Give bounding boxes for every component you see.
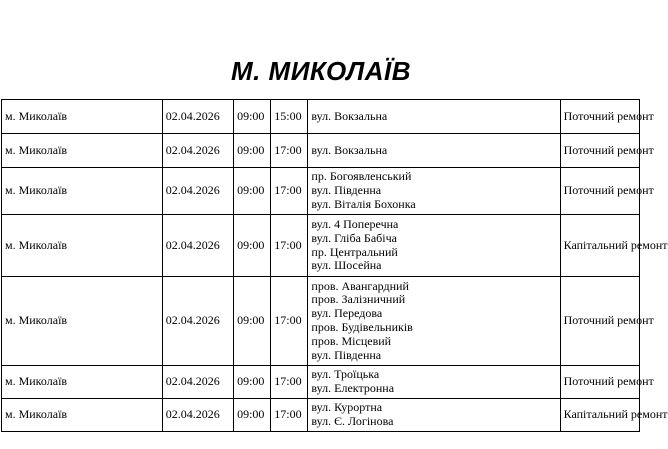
time-to-cell: 17:00: [271, 366, 308, 399]
city-cell: м. Миколаїв: [2, 134, 163, 168]
date-cell: 02.04.2026: [162, 215, 233, 277]
city-cell: м. Миколаїв: [2, 399, 163, 432]
time-from-cell: 09:00: [234, 366, 271, 399]
work-type-cell: Капітальний ремонт: [560, 399, 639, 432]
street-name: вул. Вокзальна: [311, 108, 388, 123]
work-type-cell: Поточний ремонт: [560, 100, 639, 134]
streets-cell: [308, 134, 560, 168]
street-name: пров. Залізничний: [311, 292, 406, 307]
city-cell: м. Миколаїв: [2, 100, 163, 134]
date-cell: 02.04.2026: [162, 399, 233, 432]
date-cell: 02.04.2026: [162, 168, 233, 215]
time-to-cell: 17:00: [271, 277, 308, 366]
time-to-cell: 17:00: [271, 168, 308, 215]
street-name: вул. Електронна: [311, 381, 395, 395]
work-type-cell: Поточний ремонт: [560, 134, 639, 168]
street-name: пр. Центральний: [311, 244, 398, 259]
time-to-cell: 17:00: [271, 399, 308, 432]
streets-cell: [308, 366, 560, 399]
time-from-cell: 09:00: [234, 277, 271, 366]
street-name: вул. Вокзальна: [311, 142, 388, 157]
outage-schedule-table: [1, 99, 668, 432]
time-from-cell: 09:00: [234, 215, 271, 277]
work-type-cell: Поточний ремонт: [560, 277, 639, 366]
street-name: вул. 4 Поперечна: [311, 216, 399, 231]
streets-cell: [308, 168, 560, 215]
time-to-cell: 15:00: [271, 100, 308, 134]
streets-cell: [308, 399, 560, 432]
time-to-cell: 17:00: [271, 215, 308, 277]
streets-cell: [308, 100, 560, 134]
street-name: вул. Південна: [311, 183, 382, 198]
street-name: вул. Троїцька: [311, 367, 380, 382]
time-from-cell: 09:00: [234, 168, 271, 215]
time-from-cell: 09:00: [234, 100, 271, 134]
table-row: [2, 215, 640, 277]
table-row: [2, 134, 640, 168]
street-name: вул. Гліба Бабіча: [311, 230, 397, 245]
table-row: [2, 168, 640, 215]
page-title: М. МИКОЛАЇВ: [230, 56, 412, 86]
street-name: вул. Передова: [311, 306, 383, 321]
street-name: вул. Південна: [311, 347, 382, 362]
street-name: пров. Місцевий: [311, 333, 392, 348]
streets-cell: [308, 215, 560, 277]
time-from-cell: 09:00: [234, 399, 271, 432]
street-name: вул. Курортна: [311, 400, 383, 415]
city-cell: м. Миколаїв: [2, 366, 163, 399]
date-cell: 02.04.2026: [162, 366, 233, 399]
work-type-cell: Поточний ремонт: [560, 366, 639, 399]
streets-cell: [308, 277, 560, 366]
city-cell: м. Миколаїв: [2, 168, 163, 215]
date-cell: 02.04.2026: [162, 100, 233, 134]
table-row: [2, 277, 640, 366]
time-from-cell: 09:00: [234, 134, 271, 168]
date-cell: 02.04.2026: [162, 134, 233, 168]
date-cell: 02.04.2026: [162, 277, 233, 366]
street-name: пров. Будівельників: [311, 320, 413, 334]
table-row: [2, 100, 640, 134]
work-type-cell: Поточний ремонт: [560, 168, 639, 215]
street-name: вул. Шосейна: [311, 258, 382, 273]
street-name: пр. Богоявленський: [311, 169, 412, 184]
table-row: [2, 399, 640, 432]
city-cell: м. Миколаїв: [2, 215, 163, 277]
work-type-cell: Капітальний ремонт: [560, 215, 639, 277]
time-to-cell: 17:00: [271, 134, 308, 168]
street-name: вул. Віталія Бохонка: [311, 196, 416, 211]
city-cell: м. Миколаїв: [2, 277, 163, 366]
street-name: вул. Є. Логінова: [311, 414, 394, 428]
table-row: [2, 366, 640, 399]
street-name: пров. Авангардний: [311, 278, 409, 293]
